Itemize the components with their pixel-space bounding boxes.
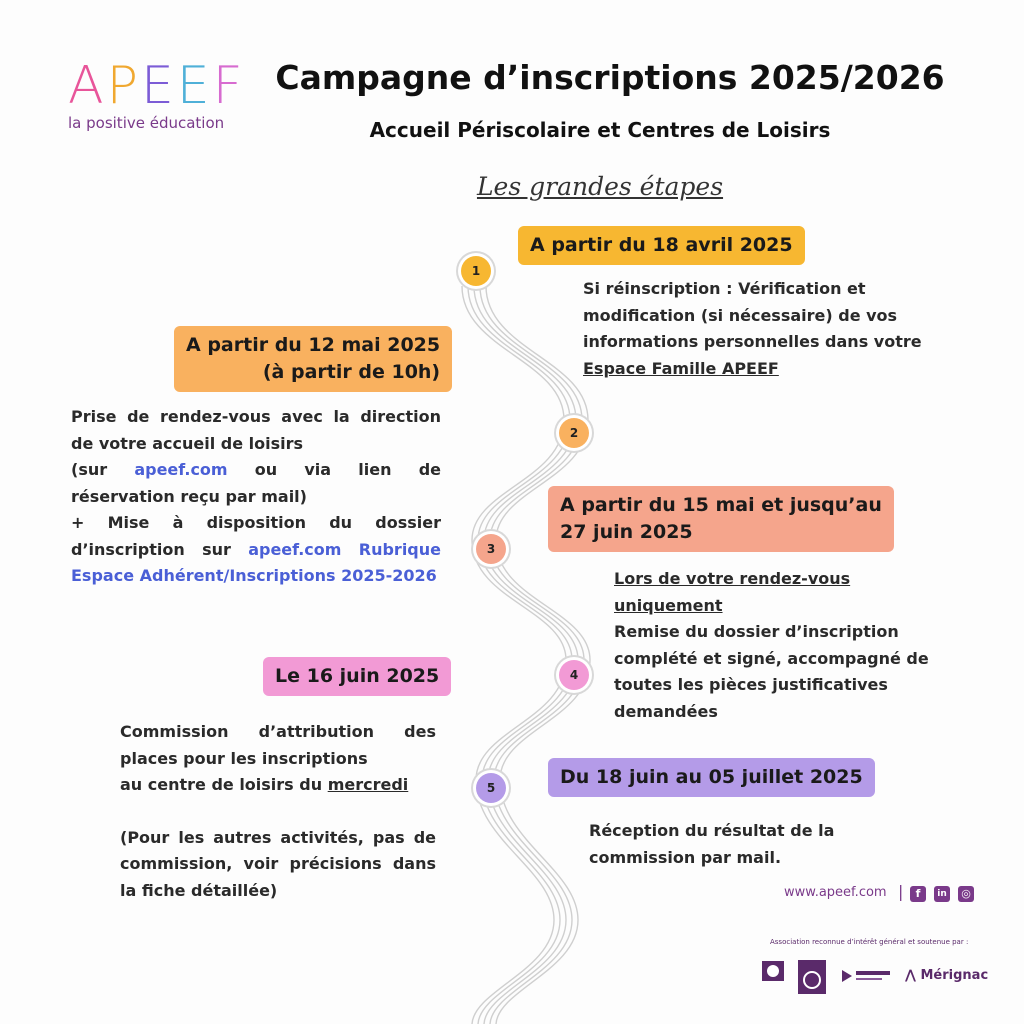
step2-text2a: (sur bbox=[71, 460, 135, 479]
step3-date-badge bbox=[548, 486, 894, 552]
step3-text: Remise du dossier d’inscription complété et signé, accompagné de toutes les pièces justificatives demandées bbox=[614, 622, 929, 721]
logo-tagline: la positive éducation bbox=[68, 114, 225, 132]
merignac-logo-icon: ⋀ bbox=[905, 968, 916, 983]
logo-letter: P bbox=[106, 56, 139, 116]
page-subtitle: Accueil Périscolaire et Centres de Loisirs bbox=[369, 118, 831, 142]
step4-text1: Commission d’attribution des places pour les inscriptions bbox=[120, 722, 436, 768]
step1-date-badge: A partir du 18 avril 2025 bbox=[518, 226, 805, 265]
step2-date-line1: A partir du 12 mai 2025 bbox=[186, 334, 441, 356]
step3-date-line1: A partir du 15 mai et jusqu’au bbox=[560, 494, 882, 516]
timeline-node-2: 2 bbox=[559, 418, 589, 448]
logo-letter: F bbox=[212, 56, 244, 116]
timeline-node-1: 1 bbox=[461, 256, 491, 286]
bordeaux-logo-icon bbox=[797, 960, 827, 994]
step2-date-line2: (à partir de 10h) bbox=[262, 361, 441, 383]
partner-merignac-logo bbox=[905, 968, 991, 983]
step4-date-badge: Le 16 juin 2025 bbox=[263, 657, 451, 696]
step4-text2: au centre de loisirs du bbox=[120, 775, 328, 794]
step1-description bbox=[583, 276, 933, 382]
facebook-icon[interactable]: f bbox=[910, 886, 926, 902]
step5-description: Réception du résultat de la commission par mail. bbox=[589, 821, 835, 867]
step3-description bbox=[614, 566, 944, 725]
partner-gironde-logo bbox=[840, 966, 892, 988]
timeline-node-3: 3 bbox=[476, 534, 506, 564]
logo-letter: E bbox=[140, 56, 175, 116]
page-title: Campagne d’inscriptions 2025/2026 bbox=[275, 58, 945, 97]
footer-separator: | bbox=[898, 882, 904, 901]
step4-text3: (Pour les autres activités, pas de commission, voir précisions dans la fiche détaillée) bbox=[120, 827, 436, 900]
association-note: Association reconnue d’intérêt général et soutenue par : bbox=[770, 938, 969, 946]
step3-date-line2: 27 juin 2025 bbox=[560, 521, 693, 543]
logo-letter: A bbox=[68, 56, 105, 116]
step3-underlined-text: Lors de votre rendez-vous uniquement bbox=[614, 569, 851, 615]
partner-caf-logo bbox=[760, 960, 786, 990]
step4-description bbox=[120, 719, 436, 904]
step2-description bbox=[71, 404, 441, 590]
espace-famille-link[interactable]: Espace Famille APEEF bbox=[583, 358, 779, 378]
step5-date-badge: Du 18 juin au 05 juillet 2025 bbox=[548, 758, 875, 797]
merignac-label: Mérignac bbox=[920, 968, 989, 983]
step4-text2-underlined: mercredi bbox=[327, 775, 409, 794]
website-link[interactable]: www.apeef.com bbox=[784, 885, 887, 900]
linkedin-icon[interactable]: in bbox=[934, 886, 950, 902]
step2-text3a: + Mise à disposition du dossier d’inscription sur bbox=[71, 513, 441, 559]
partner-bordeaux-logo bbox=[797, 960, 827, 996]
step2-text2b: ou via lien de réservation reçu par mail) bbox=[71, 460, 442, 506]
instagram-icon[interactable]: ◎ bbox=[958, 886, 974, 902]
caf-logo-icon bbox=[761, 960, 785, 988]
timeline-node-5: 5 bbox=[476, 773, 506, 803]
timeline-node-4: 4 bbox=[559, 660, 589, 690]
step2-text1: Prise de rendez-vous avec la direction de votre accueil de loisirs bbox=[71, 407, 441, 453]
section-title: Les grandes étapes bbox=[476, 172, 724, 201]
apeef-link[interactable]: apeef.com bbox=[134, 460, 228, 479]
logo-letter: E bbox=[176, 56, 211, 116]
step2-date-badge bbox=[174, 326, 452, 392]
gironde-logo-icon bbox=[840, 966, 892, 986]
step1-text: Si réinscription : Vérification et modification (si nécessaire) de vos informations personnelles dans votre bbox=[583, 279, 922, 351]
apeef-inscriptions-link[interactable]: apeef.com Rubrique Espace Adhérent/Inscriptions 2025-2026 bbox=[71, 539, 441, 585]
